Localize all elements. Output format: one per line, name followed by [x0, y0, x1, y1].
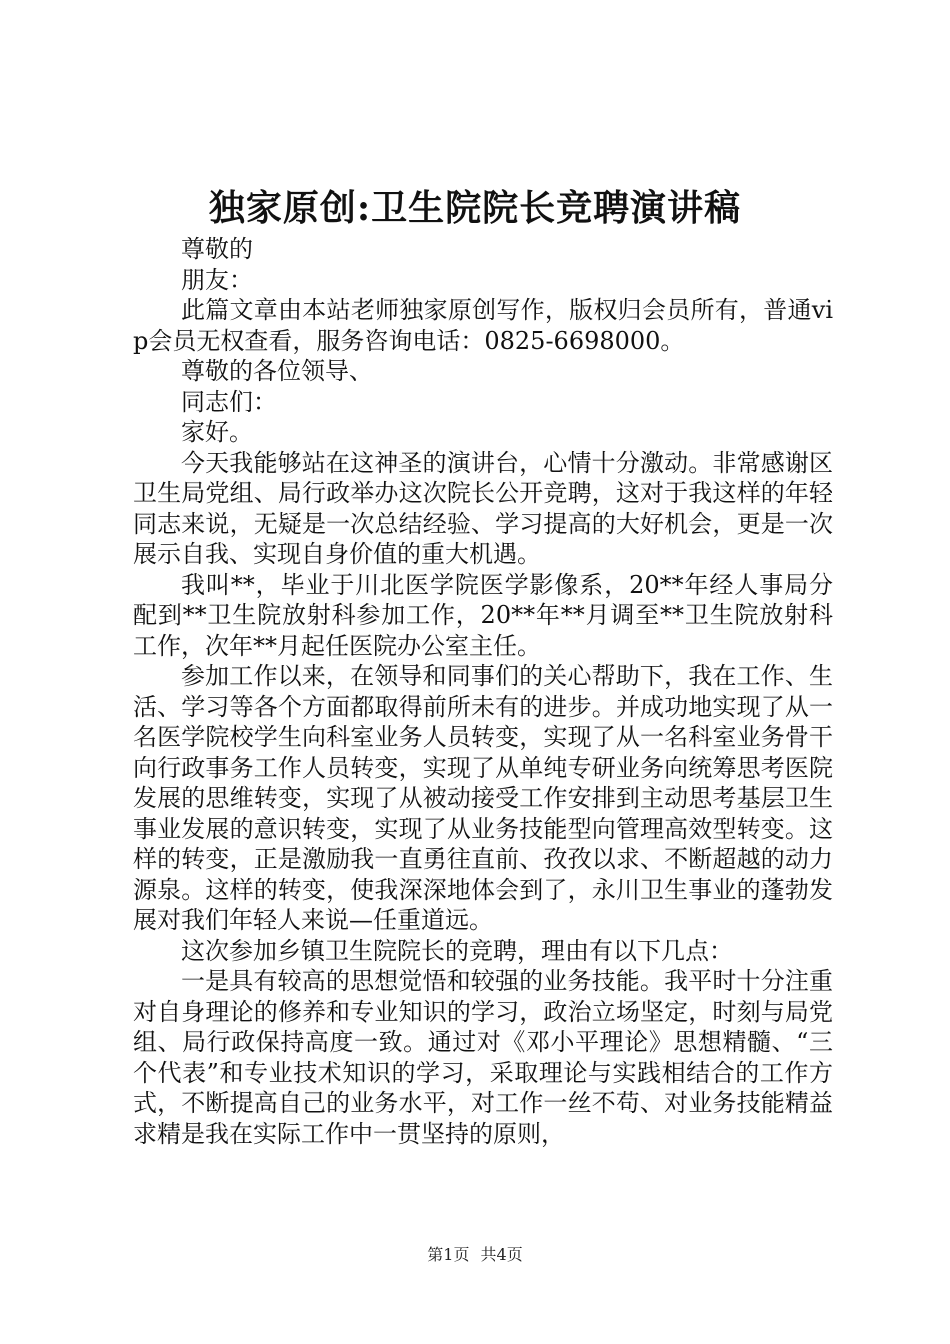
page-footer: [0, 1245, 950, 1265]
paragraph: 我叫**，毕业于川北医学院医学影像系，20**年经人事局分配到**卫生院放射科参加工作，20**年**月调至**卫生院放射科工作，次年**月起任医院办公室主任。: [133, 570, 833, 660]
paragraph: 此篇文章由本站老师独家原创写作，版权归会员所有，普通vip会员无权查看，服务咨询电话：0825-6698000。: [133, 296, 833, 355]
page-number: 第1页: [427, 1245, 470, 1264]
paragraph: 今天我能够站在这神圣的演讲台，心情十分激动。非常感谢区卫生局党组、局行政举办这次院长公开竞聘，这对于我这样的年轻同志来说，无疑是一次总结经验、学习提高的大好机会，更是一次展示自我、实现自身价值的重大机遇。: [133, 448, 833, 568]
paragraph: 家好。: [181, 418, 253, 446]
paragraph: 这次参加乡镇卫生院院长的竞聘，理由有以下几点：: [181, 936, 733, 965]
paragraph: 尊敬的: [181, 235, 253, 263]
document-body: [133, 234, 833, 1149]
paragraph: 同志们：: [181, 387, 277, 416]
paragraph: 一是具有较高的思想觉悟和较强的业务技能。我平时十分注重对自身理论的修养和专业知识的学习，政治立场坚定，时刻与局党组、局行政保持高度一致。通过对《邓小平理论》思想精髓、“三个代表”和专业技术知识的学习，采取理论与实践相结合的工作方式，不断提高自己的业务水平，对工作一丝不苟、对业务技能精益求精是我在实际工作中一贯坚持的原则，: [133, 967, 833, 1148]
paragraph: 朋友：: [181, 265, 253, 294]
document-title: 独家原创:卫生院院长竞聘演讲稿: [208, 187, 742, 229]
paragraph: 尊敬的各位领导、: [181, 357, 373, 385]
page-total: 共4页: [480, 1245, 523, 1264]
paragraph: 参加工作以来，在领导和同事们的关心帮助下，我在工作、生活、学习等各个方面都取得前所未有的进步。并成功地实现了从一名医学院校学生向科室业务人员转变，实现了从一名科室业务骨干向行政事务工作人员转变，实现了从单纯专研业务向统筹思考医院发展的思维转变，实现了从被动接受工作安排到主动思考基层卫生事业发展的意识转变，实现了从业务技能型向管理高效型转变。这样的转变，正是激励我一直勇往直前、孜孜以求、不断超越的动力源泉。这样的转变，使我深深地体会到了，永川卫生事业的蓬勃发展对我们年轻人来说—任重道远。: [133, 662, 833, 934]
